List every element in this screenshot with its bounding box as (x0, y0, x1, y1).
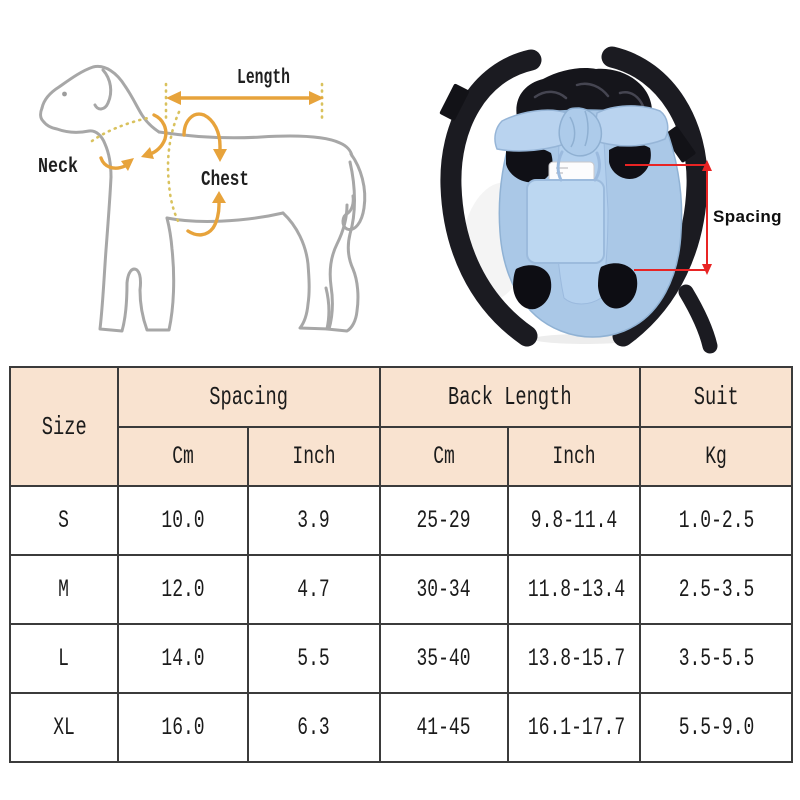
dog-rear-far-leg-line (326, 162, 358, 331)
header-label: Inch (292, 442, 336, 471)
table-cell (118, 555, 248, 624)
header-cell-suit-group (640, 367, 792, 427)
size-table (9, 366, 793, 763)
chest-arrow-top (184, 114, 220, 150)
cell-value: 2.5-3.5 (678, 575, 754, 604)
cell-value: S (58, 506, 70, 535)
cell-value: 16.0 (161, 713, 205, 742)
table-header-row-groups (10, 367, 792, 427)
table-cell (640, 555, 792, 624)
cell-value: 5.5 (297, 644, 331, 673)
dog-measurement-diagram (38, 66, 365, 331)
cell-value: 41-45 (416, 713, 471, 742)
dog-backpack-photo (439, 57, 782, 346)
dog-rear-near-leg-line (283, 205, 347, 329)
cell-value: 25-29 (416, 506, 471, 535)
dog-ear-line (95, 70, 111, 109)
table-cell (248, 555, 380, 624)
cell-value: 10.0 (161, 506, 205, 535)
table-cell (248, 624, 380, 693)
table-cell (10, 624, 118, 693)
strap-stub-bottom-right (686, 292, 710, 346)
cell-value: 11.8-13.4 (527, 575, 626, 604)
table-cell (118, 624, 248, 693)
tie-band-right (593, 106, 668, 146)
table-cell (248, 486, 380, 555)
cell-value: 13.8-15.7 (527, 644, 626, 673)
table-cell (248, 693, 380, 762)
dog-back-line (159, 132, 352, 156)
header-cell-spacing-cm (118, 427, 248, 486)
chest-dotted-arc (168, 112, 179, 221)
cell-value: 4.7 (297, 575, 331, 604)
header-cell-size (10, 367, 118, 486)
cell-value: 12.0 (161, 575, 205, 604)
cell-value: 9.8-11.4 (530, 506, 618, 535)
cell-value: L (58, 644, 70, 673)
table-cell (508, 624, 640, 693)
cell-value: 1.0-2.5 (678, 506, 754, 535)
header-label: Back Length (448, 382, 572, 412)
header-cell-back-length-inch (508, 427, 640, 486)
table-cell (380, 555, 508, 624)
neck-arrow-upper (150, 115, 166, 154)
chest-arrow-bottom (188, 201, 219, 235)
size-row-l (10, 624, 792, 693)
table-cell (508, 693, 640, 762)
neck-label: Neck (38, 156, 78, 179)
product-illustration-area (0, 0, 800, 366)
table-cell (118, 693, 248, 762)
header-label: Kg (705, 442, 727, 471)
dog-eye (62, 92, 67, 97)
table-cell (380, 624, 508, 693)
header-label: Spacing (209, 382, 289, 412)
cell-value: 6.3 (297, 713, 331, 742)
header-label: Inch (552, 442, 596, 471)
tie-knot (559, 108, 601, 156)
cell-value: M (58, 575, 70, 604)
header-cell-suit-kg (640, 427, 792, 486)
cell-value: 14.0 (161, 644, 205, 673)
header-label: Suit (693, 382, 739, 412)
header-cell-spacing-inch (248, 427, 380, 486)
neck-arrow-lower (101, 158, 125, 168)
table-cell (640, 693, 792, 762)
length-arrowhead-left (166, 91, 181, 105)
cell-value: 16.1-17.7 (527, 713, 626, 742)
header-cell-back-length-group (380, 367, 640, 427)
table-cell (10, 693, 118, 762)
chest-label: Chest (201, 169, 249, 192)
header-cell-back-length-cm (380, 427, 508, 486)
table-cell (640, 486, 792, 555)
size-row-m (10, 555, 792, 624)
cell-value: XL (53, 713, 75, 742)
dog-head-back-line (42, 66, 159, 132)
table-cell (118, 486, 248, 555)
cell-value: 35-40 (416, 644, 471, 673)
neck-arrowhead-lower (121, 158, 134, 171)
cell-value: 5.5-9.0 (678, 713, 754, 742)
table-cell (508, 486, 640, 555)
table-cell (508, 555, 640, 624)
dog-outline (41, 66, 365, 331)
front-pocket (527, 180, 604, 263)
cell-value: 3.9 (297, 506, 331, 535)
table-header-row-units (10, 427, 792, 486)
header-label: Cm (433, 442, 455, 471)
illustrations-svg (0, 0, 800, 366)
header-label: Size (41, 411, 87, 442)
header-label: Cm (172, 442, 194, 471)
length-label: Length (237, 67, 290, 90)
dog-front-legs-line (100, 177, 174, 331)
table-cell (380, 693, 508, 762)
table-cell (10, 555, 118, 624)
chest-arrowhead-top (213, 149, 227, 162)
chest-arrowhead-bottom (212, 191, 226, 203)
spacing-label: Spacing (713, 207, 782, 226)
dog-belly-line (167, 213, 283, 221)
cell-value: 3.5-5.5 (678, 644, 754, 673)
table-cell (380, 486, 508, 555)
size-row-s (10, 486, 792, 555)
table-cell (640, 624, 792, 693)
header-cell-spacing-group (118, 367, 380, 427)
table-cell (10, 486, 118, 555)
cell-value: 30-34 (416, 575, 471, 604)
size-row-xl (10, 693, 792, 762)
